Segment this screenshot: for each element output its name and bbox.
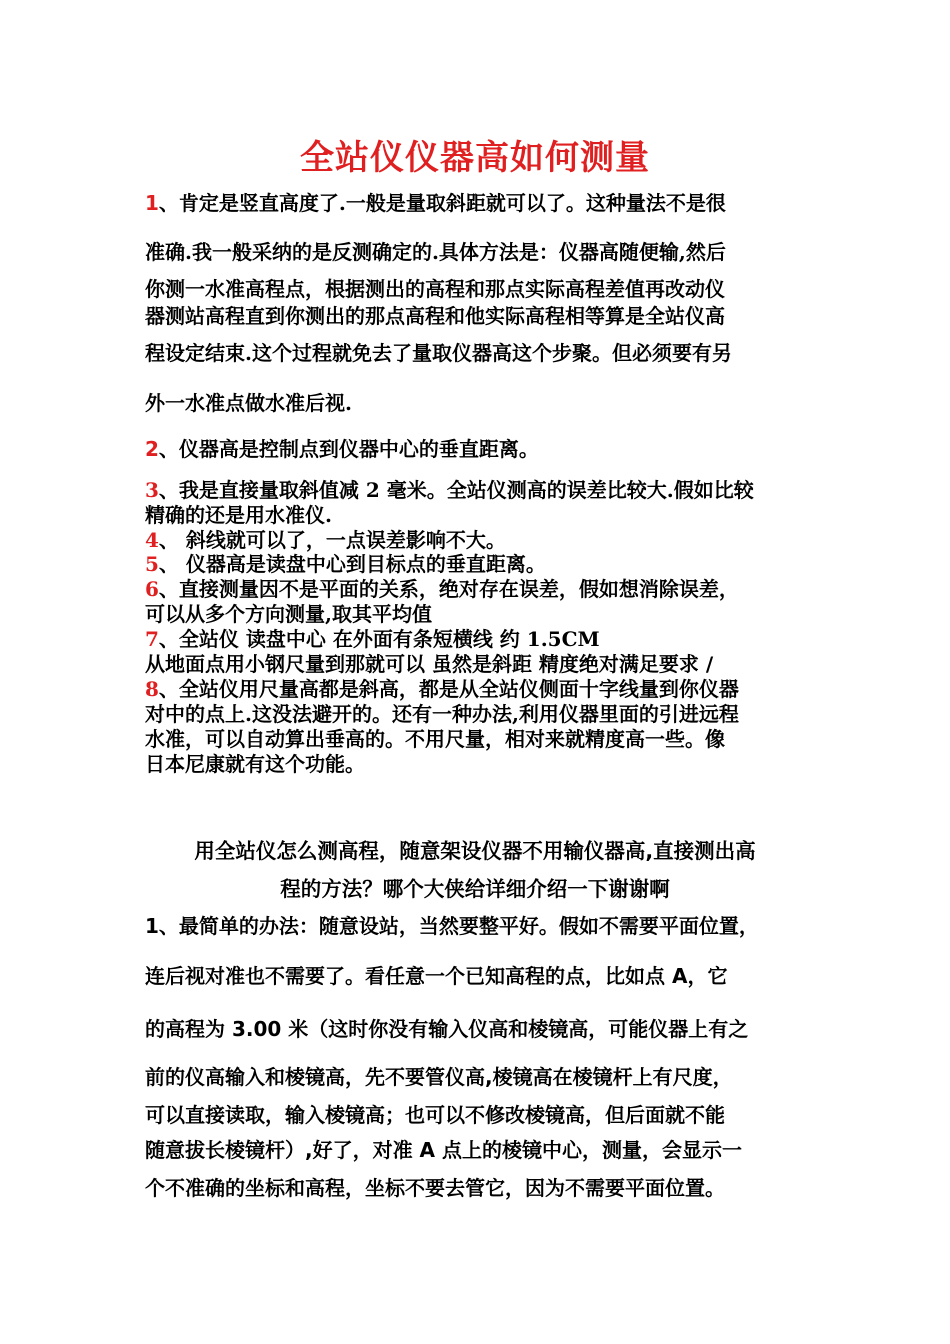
section2-line-5: 可以直接读取，输入棱镜高；也可以不修改棱镜高，但后面就不能 xyxy=(145,1103,725,1127)
answer-1-line-4: 器测站高程直到你测出的那点高程和他实际高程相等算是全站仪高 xyxy=(145,304,725,328)
answer-number: 6 xyxy=(145,577,159,601)
answer-6-line-2: 可以从多个方向测量,取其平均值 xyxy=(145,602,432,626)
section2-line-2: 连后视对准也不需要了。看任意一个已知高程的点，比如点 A，它 xyxy=(145,964,728,988)
answer-2-line-1: 2、仪器高是控制点到仪器中心的垂直距离。 xyxy=(145,437,539,461)
section2-line-7: 个不准确的坐标和高程，坐标不要去管它，因为不需要平面位置。 xyxy=(145,1176,725,1200)
answer-8-line-3: 水准，可以自动算出垂高的。不用尺量，相对来就精度高一些。像 xyxy=(145,727,725,751)
answer-8-line-1: 8、全站仪用尺量高都是斜高，都是从全站仪侧面十字线量到你仪器 xyxy=(145,677,739,701)
answer-number: 8 xyxy=(145,677,159,701)
answer-3-line-2: 精确的还是用水准仪. xyxy=(145,503,332,527)
answer-number: 7 xyxy=(145,627,159,651)
section2-line-3: 的高程为 3.00 米（这时你没有输入仪高和棱镜高，可能仪器上有之 xyxy=(145,1017,749,1041)
answer-1-line-5: 程设定结束.这个过程就免去了量取仪器高这个步聚。但必须要有另 xyxy=(145,341,732,365)
answer-number: 4 xyxy=(145,528,159,552)
answer-1-line-6: 外一水准点做水准后视. xyxy=(145,391,352,415)
answer-7-line-2: 从地面点用小钢尺量到那就可以 虽然是斜距 精度绝对满足要求 / xyxy=(145,652,714,676)
answer-5-line-1: 5、 仪器高是读盘中心到目标点的垂直距离。 xyxy=(145,552,546,576)
answer-1-line-1: 1、肯定是竖直高度了.一般是量取斜距就可以了。这种量法不是很 xyxy=(145,191,726,215)
answer-number: 2 xyxy=(145,437,159,461)
answer-7-line-1: 7、全站仪 读盘中心 在外面有条短横线 约 1.5CM xyxy=(145,627,600,651)
question-line-1: 用全站仪怎么测高程，随意架设仪器不用输仪器高,直接测出高 xyxy=(194,839,756,863)
answer-number: 3 xyxy=(145,478,159,502)
question-line-2: 程的方法？哪个大侠给详细介绍一下谢谢啊 xyxy=(280,877,670,901)
document-title: 全站仪仪器高如何测量 xyxy=(300,138,650,178)
answer-4-line-1: 4、 斜线就可以了，一点误差影响不大。 xyxy=(145,528,506,552)
answer-6-line-1: 6、直接测量因不是平面的关系，绝对存在误差，假如想消除误差， xyxy=(145,577,739,601)
answer-8-line-4: 日本尼康就有这个功能。 xyxy=(145,752,365,776)
answer-1-line-3: 你测一水准高程点，根据测出的高程和那点实际高程差值再改动仪 xyxy=(145,277,725,301)
answer-1-line-2: 准确.我一般采纳的是反测确定的.具体方法是：仪器高随便输,然后 xyxy=(145,240,726,264)
section2-line-6: 随意拔长棱镜杆）,好了，对准 A 点上的棱镜中心，测量，会显示一 xyxy=(145,1138,743,1162)
answer-8-line-2: 对中的点上.这没法避开的。还有一种办法,利用仪器里面的引进远程 xyxy=(145,702,739,726)
answer-number: 1 xyxy=(145,191,159,215)
answer-3-line-1: 3、我是直接量取斜值减 2 毫米。全站仪测高的误差比较大.假如比较 xyxy=(145,478,754,502)
section2-line-1: 1、最简单的办法：随意设站，当然要整平好。假如不需要平面位置， xyxy=(145,914,759,938)
answer-number: 5 xyxy=(145,552,159,576)
section2-line-4: 前的仪高输入和棱镜高，先不要管仪高,棱镜高在棱镜杆上有尺度， xyxy=(145,1065,733,1089)
